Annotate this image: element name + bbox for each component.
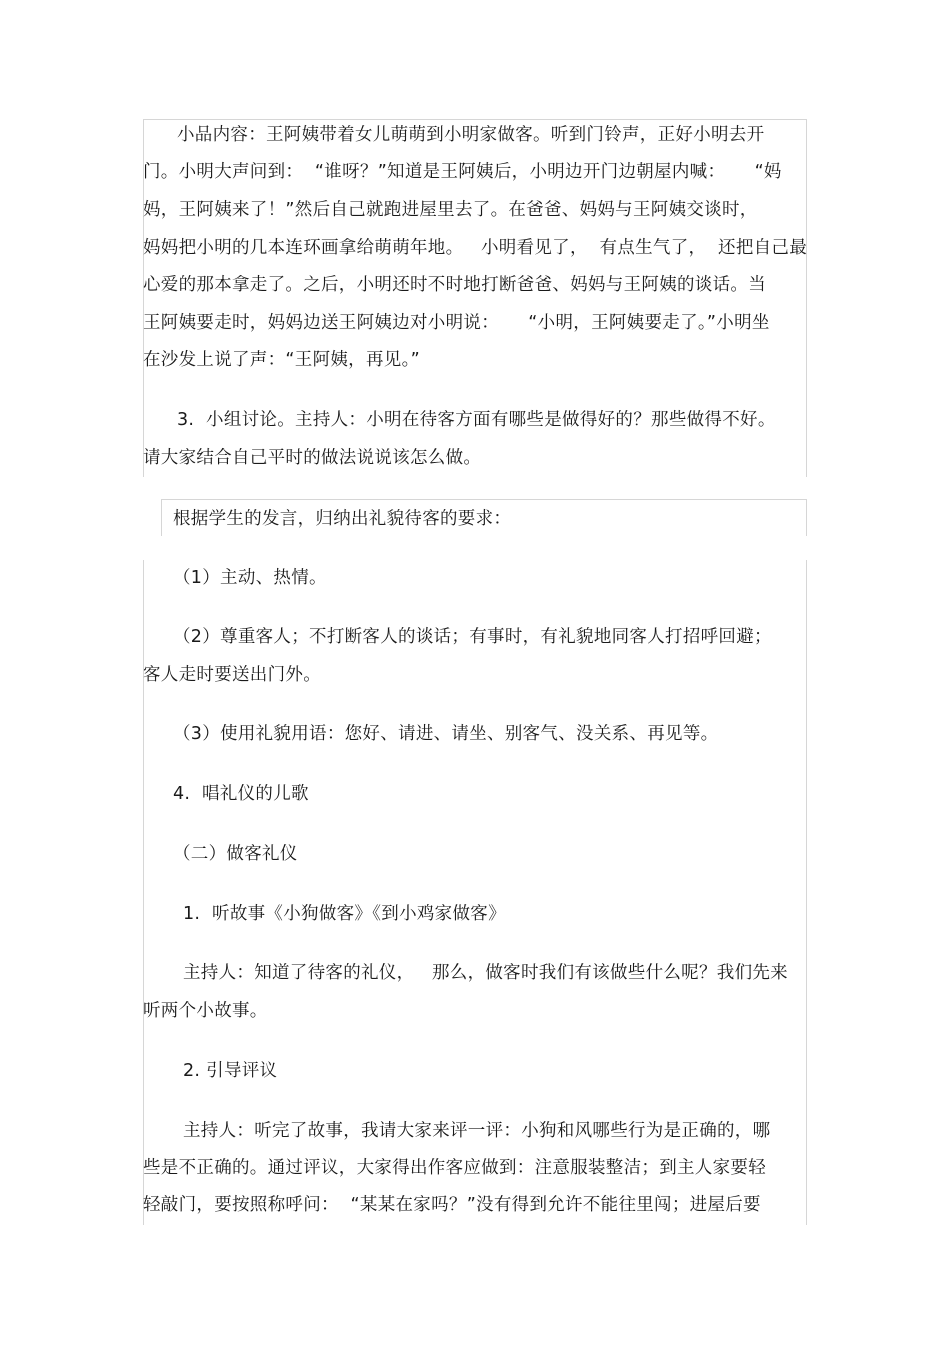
text-line: 妈，王阿姨来了！”然后自己就跑进屋里去了。在爸爸、妈妈与王阿姨交谈时，: [143, 200, 758, 220]
text-line: （二）做客礼仪: [173, 844, 298, 864]
text-line: 些是不正确的。通过评议，大家得出作客应做到：注意服装整洁；到主人家要轻: [143, 1158, 766, 1178]
text-line: （2）尊重客人；不打断客人的谈话；有事时，有礼貌地同客人打招呼回避；: [173, 627, 772, 647]
text-line: 妈妈把小明的几本连环画拿给萌萌年地。 小明看见了， 有点生气了， 还把自己最: [143, 238, 808, 258]
text-line: 根据学生的发言，归纳出礼貌待客的要求：: [173, 509, 512, 529]
text-line: 听两个小故事。: [143, 1001, 268, 1021]
frame-right-3: [806, 560, 807, 1225]
text-line: 心爱的那本拿走了。之后，小明还时不时地打断爸爸、妈妈与王阿姨的谈话。当: [143, 275, 766, 295]
text-line: 王阿姨要走时，妈妈边送王阿姨边对小明说： “小明，王阿姨要走了。”小明坐: [143, 313, 770, 333]
text-line: 1. 听故事《小狗做客》《到小鸡家做客》: [183, 904, 506, 924]
frame-right-1: [806, 119, 807, 477]
frame-top-1: [143, 119, 807, 120]
text-line: 请大家结合自己平时的做法说说该怎么做。: [143, 448, 482, 468]
text-line: 主持人：知道了待客的礼仪， 那么，做客时我们有该做些什么呢？我们先来: [183, 963, 788, 983]
text-line: 门。小明大声问到： “谁呀？”知道是王阿姨后，小明边开门边朝屋内喊： “妈: [143, 162, 782, 182]
frame-top-2: [161, 499, 807, 500]
text-line: 在沙发上说了声：“王阿姨，再见。”: [143, 350, 420, 370]
frame-left-2: [161, 499, 162, 536]
text-line: （3）使用礼貌用语：您好、请进、请坐、别客气、没关系、再见等。: [173, 724, 719, 744]
frame-left-3: [143, 560, 144, 1225]
text-line: 4. 唱礼仪的儿歌: [173, 784, 309, 804]
frame-right-2: [806, 499, 807, 536]
text-line: 3. 小组讨论。主持人：小明在待客方面有哪些是做得好的？那些做得不好。: [177, 410, 776, 430]
text-line: 小品内容：王阿姨带着女儿萌萌到小明家做客。听到门铃声，正好小明去开: [177, 125, 765, 145]
text-line: 2. 引导评议: [183, 1061, 278, 1081]
text-line: 轻敲门，要按照称呼问： “某某在家吗？”没有得到允许不能往里闯；进屋后要: [143, 1195, 761, 1215]
text-line: 客人走时要送出门外。: [143, 665, 321, 685]
text-line: （1）主动、热情。: [173, 568, 327, 588]
text-line: 主持人：听完了故事，我请大家来评一评：小狗和风哪些行为是正确的，哪: [183, 1121, 771, 1141]
